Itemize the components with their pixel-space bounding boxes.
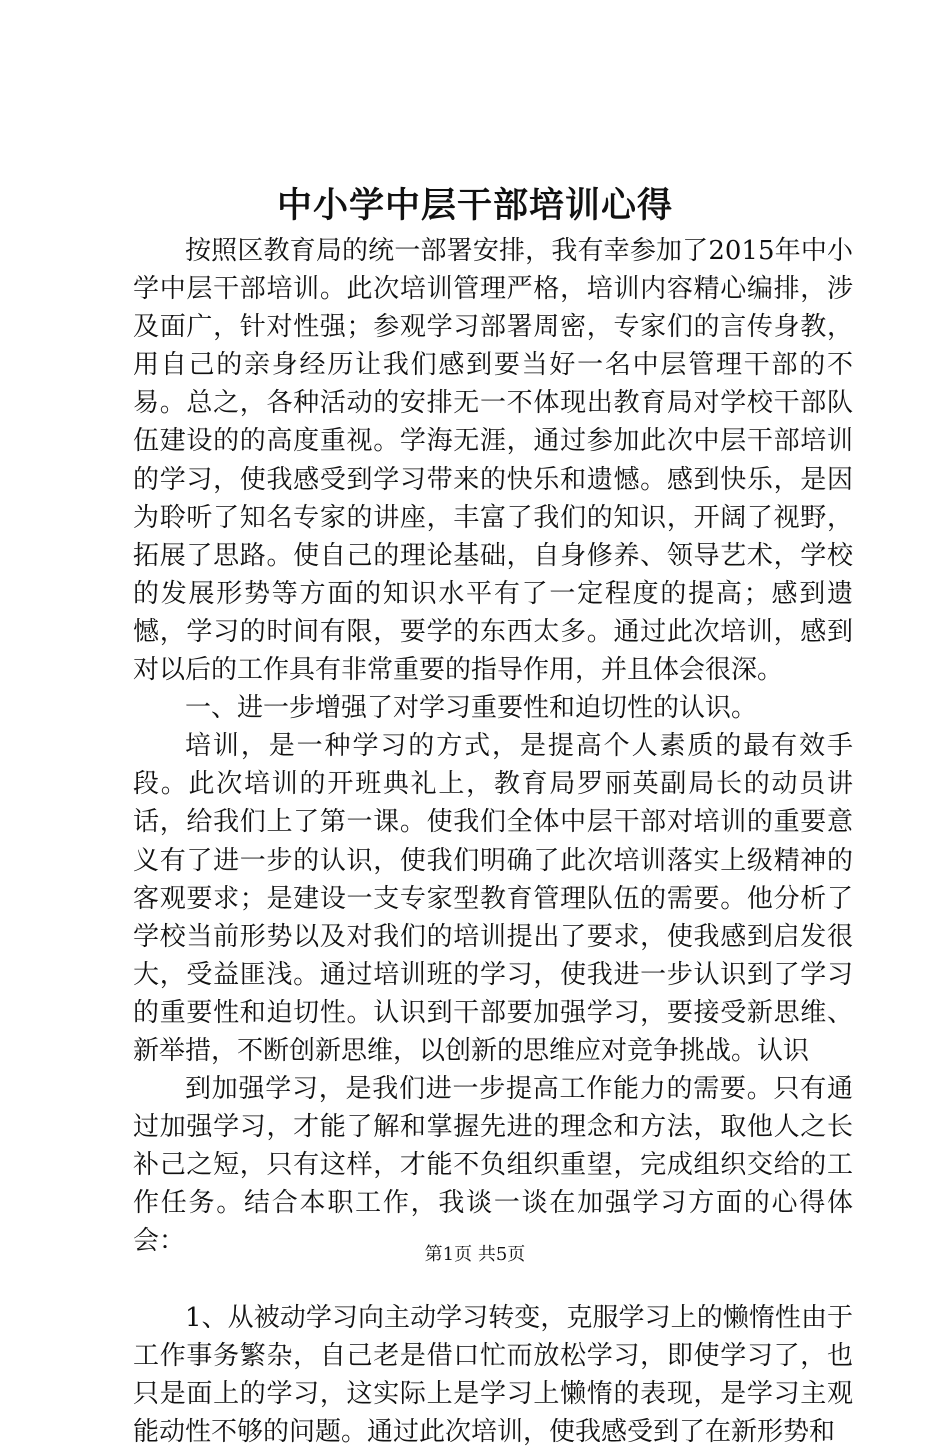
page-footer: 第1页 共5页 xyxy=(424,1244,526,1265)
section-heading-1: 一、进一步增强了对学习重要性和迫切性的认识。 xyxy=(185,693,758,724)
paragraph-point-1: 1、从被动学习向主动学习转变，克服学习上的懒惰性由于工作事务繁杂，自己老是借口忙而放松学习，即使学习了，也只是面上的学习，这实际上是学习上懒惰的表现，是学习主观能动性不够的问题。通过此次培训，使我感受到了在新形势和 xyxy=(133,1302,853,1447)
paragraph-intro: 按照区教育局的统一部署安排，我有幸参加了2015年中小学中层干部培训。此次培训管理严格，培训内容精心编排，涉及面广，针对性强；参观学习部署周密，专家们的言传身教，用自己的亲身经历让我们感到要当好一名中层管理干部的不易。总之，各种活动的安排无一不体现出教育局对学校干部队伍建设的的高度重视。学海无涯，通过参加此次中层干部培训的学习，使我感受到学习带来的快乐和遗憾。感到快乐，是因为聆听了知名专家的讲座，丰富了我们的知识，开阔了视野，拓展了思路。使自己的理论基础，自身修养、领导艺术，学校的发展形势等方面的知识水平有了一定程度的提高；感到遗憾，学习的时间有限，要学的东西太多。通过此次培训，感到对以后的工作具有非常重要的指导作用，并且体会很深。 xyxy=(133,236,853,686)
paragraph-learning: 到加强学习，是我们进一步提高工作能力的需要。只有通过加强学习，才能了解和掌握先进的理念和方法，取他人之长补己之短，只有这样，才能不负组织重望，完成组织交给的工作任务。结合本职工作，我谈一谈在加强学习方面的心得体会： xyxy=(133,1074,853,1257)
document-title: 中小学中层干部培训心得 xyxy=(276,185,673,226)
paragraph-training: 培训，是一种学习的方式，是提高个人素质的最有效手段。此次培训的开班典礼上，教育局罗丽英副局长的动员讲话，给我们上了第一课。使我们全体中层干部对培训的重要意义有了进一步的认识，使我们明确了此次培训落实上级精神的客观要求；是建设一支专家型教育管理队伍的需要。他分析了学校当前形势以及对我们的培训提出了要求，使我感到启发很大，受益匪浅。通过培训班的学习，使我进一步认识到了学习的重要性和迫切性。认识到干部要加强学习，要接受新思维、新举措，不断创新思维，以创新的思维应对竞争挑战。认识 xyxy=(133,731,853,1066)
document-body xyxy=(133,232,853,1451)
